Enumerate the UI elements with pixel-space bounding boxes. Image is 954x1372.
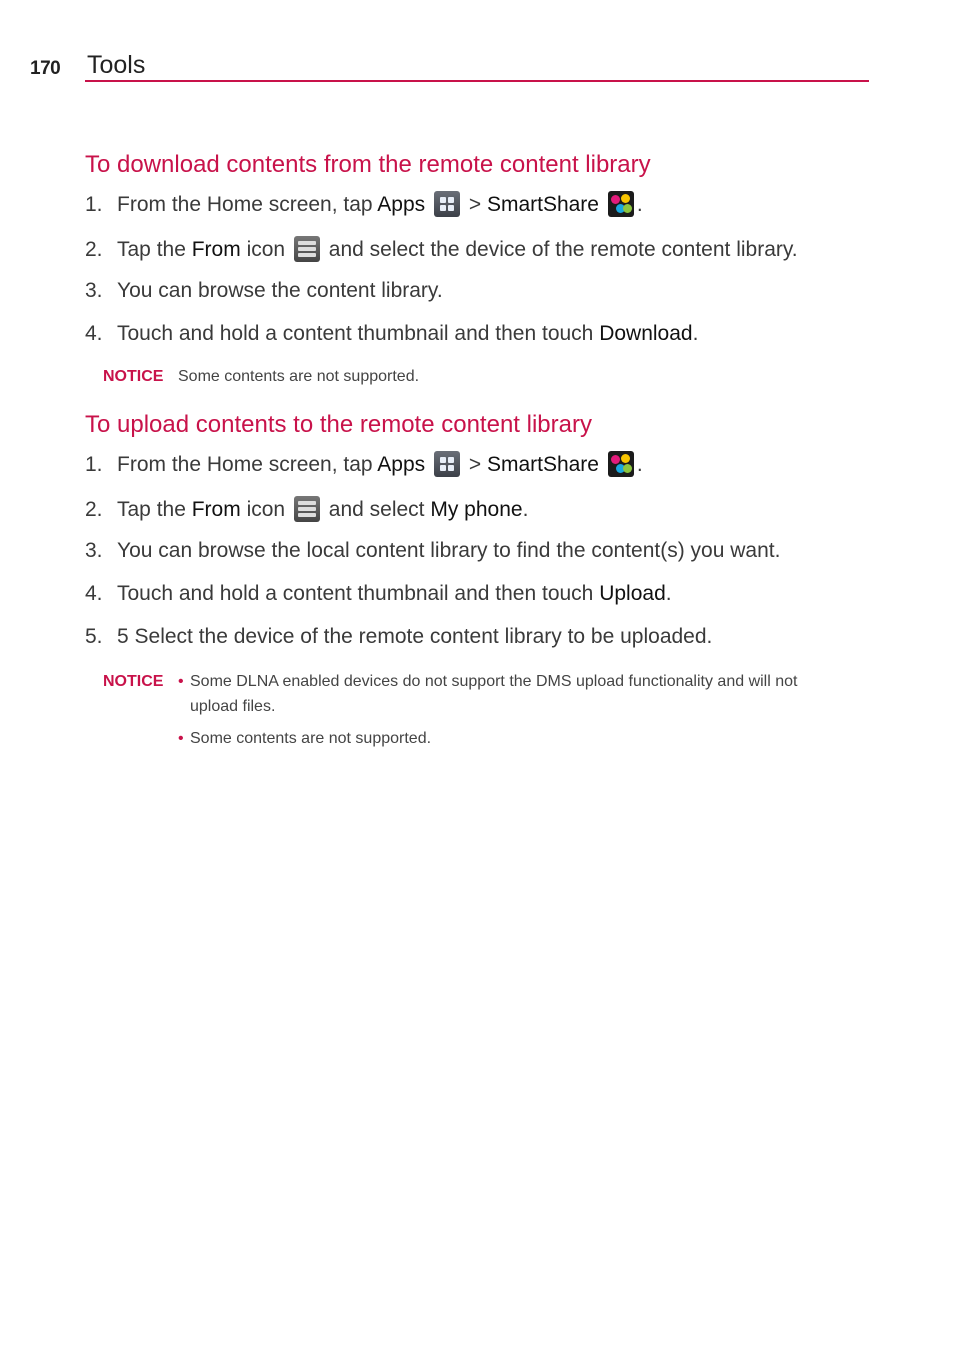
smartshare-label: SmartShare bbox=[486, 453, 599, 476]
apps-label: Apps bbox=[377, 193, 426, 216]
notice-label: NOTICE bbox=[103, 368, 164, 385]
upload-step-5: 5. 5 Select the device of the remote content library to be uploaded. bbox=[85, 625, 713, 648]
notice-text: upload files. bbox=[190, 698, 276, 715]
bullet: • bbox=[178, 673, 184, 690]
upload-step-2: 2. Tap the From icon and select My phone. bbox=[85, 498, 529, 521]
upload-step-1: 1. From the Home screen, tap Apps > SmartShare . bbox=[85, 453, 643, 476]
section-header-title: Tools bbox=[87, 51, 146, 79]
notice-text: Some contents are not supported. bbox=[178, 368, 420, 385]
from-list-icon bbox=[294, 236, 320, 262]
apps-grid-icon bbox=[434, 191, 460, 217]
upload-step-3: 3. You can browse the local content library to find the content(s) you want. bbox=[85, 539, 781, 562]
bullet: • bbox=[178, 730, 184, 747]
download-notice bbox=[103, 368, 419, 386]
download-section-title: To download contents from the remote content library bbox=[85, 151, 651, 178]
upload-step-4: 4. Touch and hold a content thumbnail and then touch Upload. bbox=[85, 582, 672, 605]
header-rule bbox=[85, 80, 869, 82]
download-step-2: 2. Tap the From icon and select the device of the remote content library. bbox=[85, 238, 798, 261]
notice-label: NOTICE bbox=[103, 673, 164, 690]
smartshare-label: SmartShare bbox=[486, 193, 599, 216]
notice-text: Some contents are not supported. bbox=[190, 730, 432, 747]
download-step-3: 3. You can browse the content library. bbox=[85, 279, 443, 302]
smartshare-icon bbox=[608, 191, 634, 217]
download-step-1: 1. From the Home screen, tap Apps > SmartShare . bbox=[85, 193, 643, 216]
smartshare-icon bbox=[608, 451, 634, 477]
download-step-4: 4. Touch and hold a content thumbnail and then touch Download. bbox=[85, 322, 699, 345]
from-list-icon bbox=[294, 496, 320, 522]
from-label: From bbox=[191, 498, 241, 521]
download-label: Download bbox=[599, 322, 693, 345]
apps-label: Apps bbox=[377, 453, 426, 476]
apps-grid-icon bbox=[434, 451, 460, 477]
notice-text: Some DLNA enabled devices do not support the DMS upload functionality and will not bbox=[190, 673, 798, 690]
page-number: 170 bbox=[30, 58, 61, 79]
upload-section-title: To upload contents to the remote content library bbox=[85, 411, 592, 438]
step-number: 1. bbox=[85, 193, 103, 216]
from-label: From bbox=[191, 238, 241, 261]
upload-label: Upload bbox=[599, 582, 666, 605]
my-phone-label: My phone bbox=[430, 498, 523, 521]
